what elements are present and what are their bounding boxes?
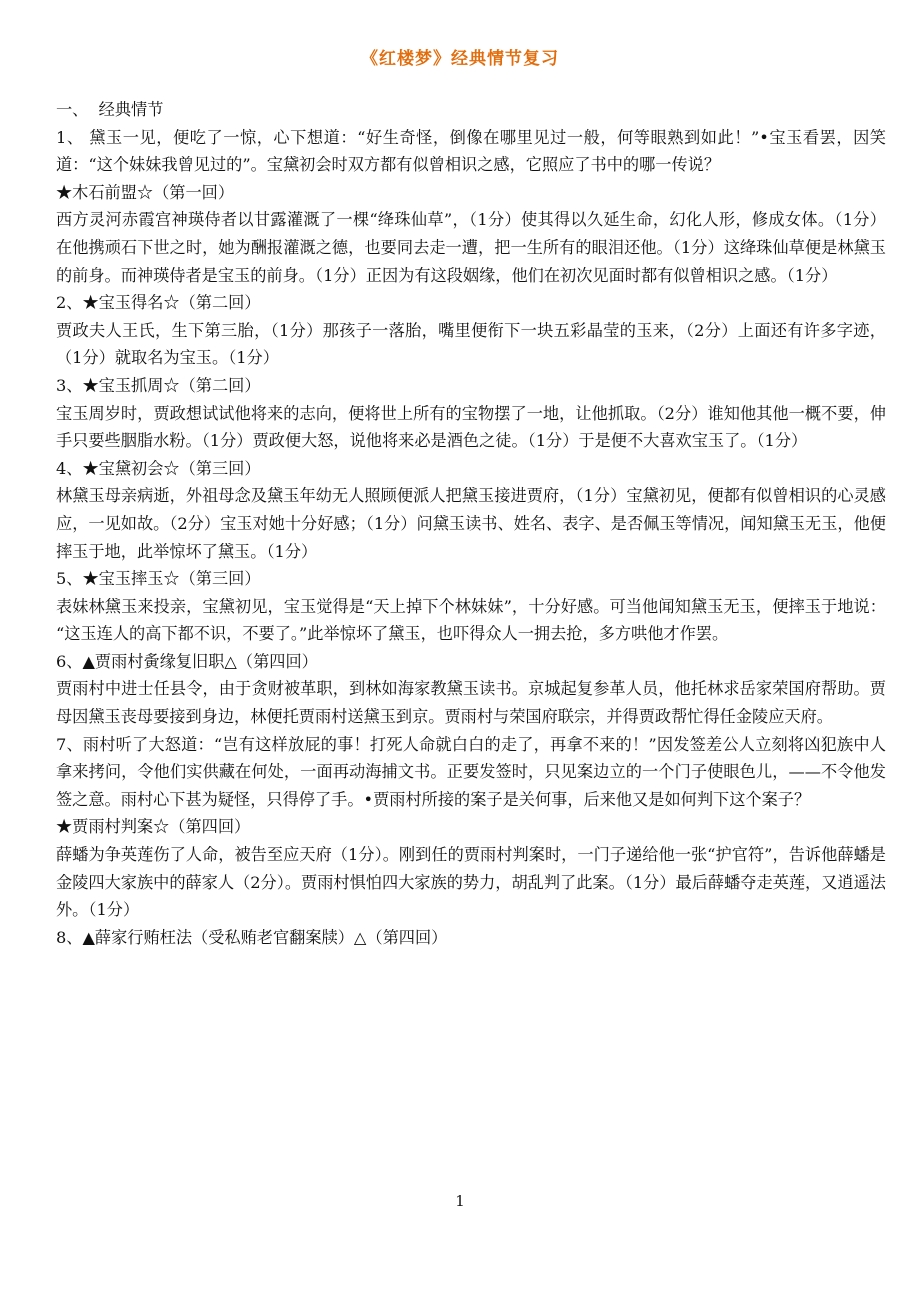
paragraph: 2、★宝玉得名☆（第二回） [56, 293, 261, 313]
paragraph: 1、 黛玉一见，便吃了一惊，心下想道：“好生奇怪，倒像在哪里见过一般，何等眼熟到如此！”•宝玉看罢，因笑道：“这个妹妹我曾见过的”。宝黛初会时双方都有似曾相识之感，它照应了书中的哪一传说？ [56, 127, 886, 175]
paragraph: 8、▲薛家行贿枉法（受私贿老官翻案牍）△（第四回） [56, 927, 448, 947]
paragraph: ★贾雨村判案☆（第四回） [56, 817, 251, 837]
paragraph: 6、▲贾雨村夤缘复旧职△（第四回） [56, 651, 318, 671]
page-number: 1 [455, 1192, 465, 1210]
paragraph: 薛蟠为争英莲伤了人命，被告至应天府（1分）。刚到任的贾雨村判案时，一门子递给他一张“护官符”，告诉他薛蟠是金陵四大家族中的薛家人（2分）。贾雨村惧怕四大家族的势力，胡乱判了此案。（1分）最后薛蟠夺走英莲，又逍遥法外。（1分） [56, 845, 886, 920]
section-heading: 一、 经典情节 [56, 100, 164, 119]
paragraph: 贾雨村中进士任县令，由于贪财被革职，到林如海家教黛玉读书。京城起复参革人员，他托林求岳家荣国府帮助。贾母因黛玉丧母要接到身边，林便托贾雨村送黛玉到京。贾雨村与荣国府联宗，并得贾政帮忙得任金陵应天府。 [56, 679, 886, 727]
paragraph: 贾政夫人王氏，生下第三胎，（1分）那孩子一落胎，嘴里便衔下一块五彩晶莹的玉来，（2分）上面还有许多字迹，（1分）就取名为宝玉。（1分） [56, 320, 886, 368]
paragraph: 林黛玉母亲病逝，外祖母念及黛玉年幼无人照顾便派人把黛玉接进贾府，（1分）宝黛初见，便都有似曾相识的心灵感应，一见如故。（2分）宝玉对她十分好感；（1分）问黛玉读书、姓名、表字、是否佩玉等情况，闻知黛玉无玉，他便摔玉于地，此举惊坏了黛玉。（1分） [56, 486, 886, 561]
paragraph: 5、★宝玉摔玉☆（第三回） [56, 569, 261, 589]
paragraph: ★木石前盟☆（第一回） [56, 182, 235, 202]
paragraph: 4、★宝黛初会☆（第三回） [56, 458, 261, 478]
document-body [56, 96, 886, 951]
paragraph: 3、★宝玉抓周☆（第二回） [56, 375, 261, 395]
paragraph: 表妹林黛玉来投亲，宝黛初见，宝玉觉得是“天上掉下个林妹妹”，十分好感。可当他闻知黛玉无玉，便摔玉于地说： “这玉连人的高下都不识，不要了。”此举惊坏了黛玉，也吓得众人一拥去抢，多方哄他才作罢。 [56, 596, 886, 644]
document-title: 《红楼梦》经典情节复习 [361, 49, 559, 69]
paragraph: 宝玉周岁时，贾政想试试他将来的志向，便将世上所有的宝物摆了一地，让他抓取。（2分）谁知他其他一概不要，伸手只要些胭脂水粉。（1分）贾政便大怒，说他将来必是酒色之徒。（1分）于是便不大喜欢宝玉了。（1分） [56, 403, 886, 451]
paragraph: 西方灵河赤霞宫神瑛侍者以甘露灌溉了一棵“绛珠仙草”，（1分）使其得以久延生命，幻化人形，修成女体。（1分）在他携顽石下世之时，她为酬报灌溉之德，也要同去走一遭，把一生所有的眼泪还他。（1分）这绛珠仙草便是林黛玉的前身。而神瑛侍者是宝玉的前身。（1分）正因为有这段姻缘，他们在初次见面时都有似曾相识之感。（1分） [56, 210, 886, 285]
paragraph: 7、雨村听了大怒道：“岂有这样放屁的事！打死人命就白白的走了，再拿不来的！”因发签差公人立刻将凶犯族中人拿来拷问，令他们实供藏在何处，一面再动海捕文书。正要发签时，只见案边立的一个门子使眼色儿，——不令他发签之意。雨村心下甚为疑怪，只得停了手。•贾雨村所接的案子是关何事，后来他又是如何判下这个案子？ [56, 734, 886, 809]
